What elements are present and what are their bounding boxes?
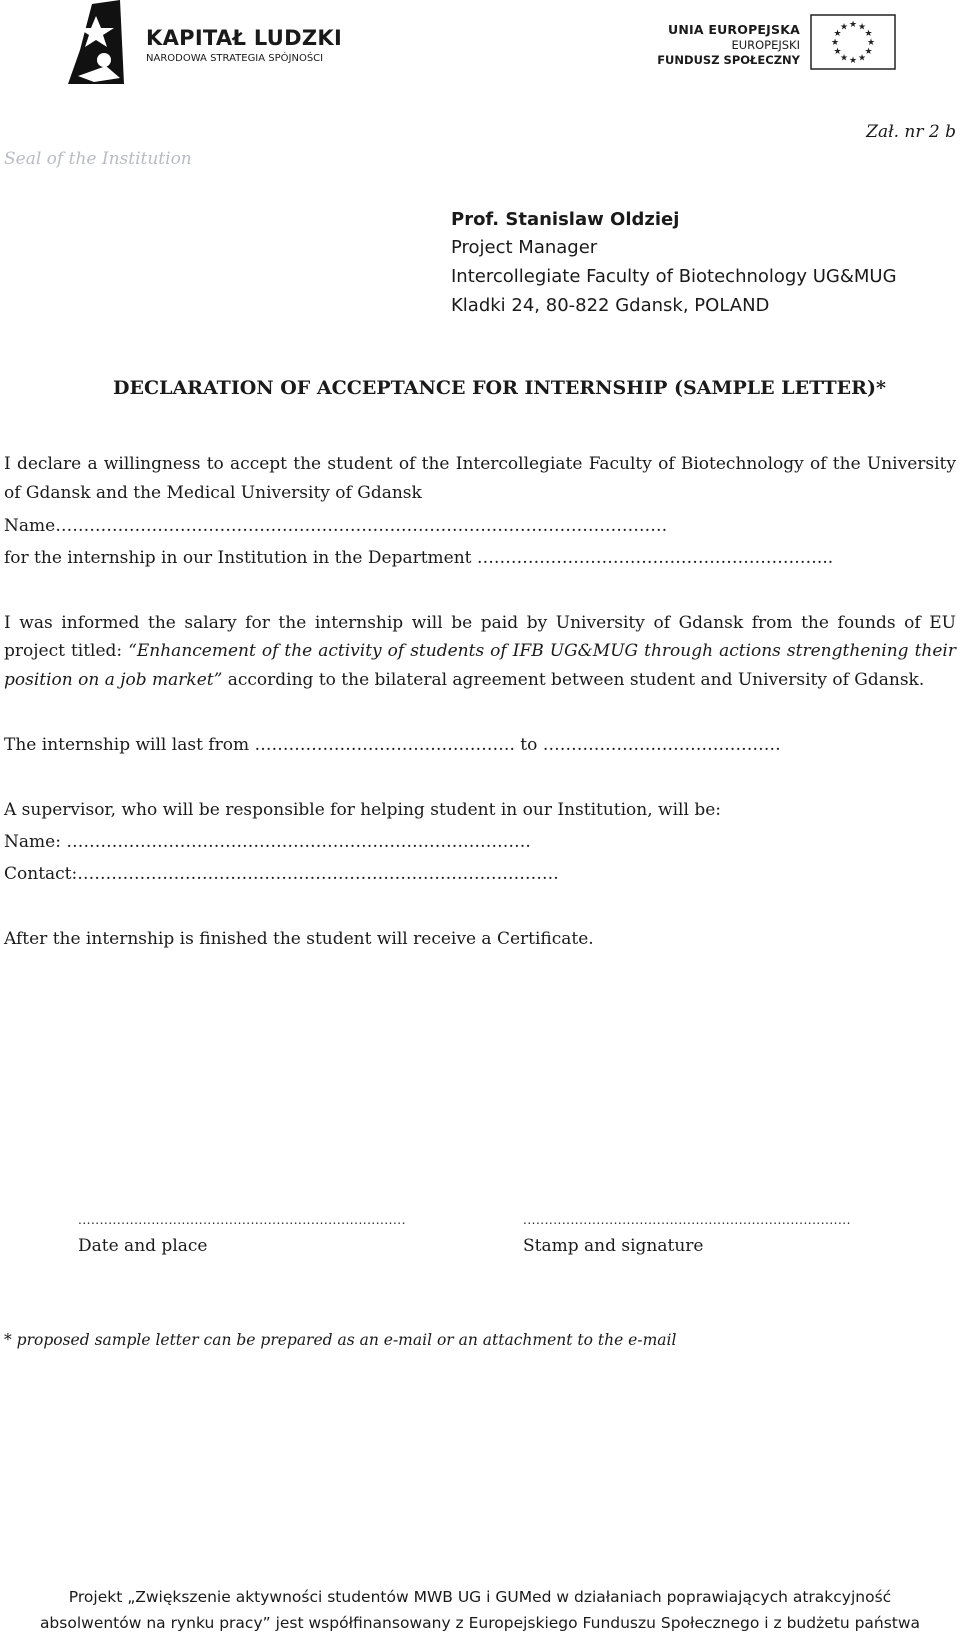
paragraph-1-line-1: I declare a willingness to accept the student of the Intercollegiate Faculty of Biotechnology of the University [4,454,956,474]
project-title-part-1: “Enhancement of the activity of students of IFB UG&MUG through actions strengthening their [128,641,956,661]
student-name-line: Name……………………………………………………………………………………………… [4,516,668,536]
svg-text:★: ★ [866,38,876,48]
declaration-title: DECLARATION OF ACCEPTANCE FOR INTERNSHIP (SAMPLE LETTER)* [113,377,886,399]
footer-line-2: absolwentów na rynku pracy” jest współfinansowany z Europejskiego Funduszu Społecznego i z budżetu państwa [39,1614,921,1632]
paragraph-2-line-3-plain: according to the bilateral agreement between student and University of Gdansk. [222,670,925,690]
supervisor-contact-line: Contact:…………………………………………………………………………. [4,864,559,884]
project-title-part-2: position on a job market” [4,670,223,690]
eu-logo-line3: FUNDUSZ SPOŁECZNY [657,53,800,67]
kapital-ludzki-emblem-icon [66,0,152,90]
kapital-ludzki-subtitle: NARODOWA STRATEGIA SPÓJNOŚCI [146,53,324,64]
footnote: * proposed sample letter can be prepared as an e-mail or an attachment to the e-mail [4,1331,677,1349]
svg-text:★: ★ [839,53,849,64]
supervisor-name-line: Name: ………………………………………………………………………. [4,832,531,852]
eu-logo-line2: EUROPEJSKI [731,38,800,52]
kapital-ludzki-logo [66,0,366,90]
stamp-signature-label: Stamp and signature [523,1236,704,1256]
addressee-faculty: Intercollegiate Faculty of Biotechnology UG&MUG [451,266,897,287]
svg-text:★: ★ [833,47,842,57]
svg-text:★: ★ [864,47,873,57]
paragraph-2-line-2 [4,641,956,661]
svg-text:★: ★ [839,22,849,33]
addressee-name: Prof. Stanislaw Oldziej [451,209,680,230]
addressee-role: Project Manager [451,237,598,258]
internship-duration-line: The internship will last from ………………………………………. to …………………………………… [4,735,781,755]
svg-text:★: ★ [848,56,858,66]
footer-line-1: Projekt „Zwiększenie aktywności studentów MWB UG i GUMed w działaniach poprawiających atrakcyjność [68,1588,892,1606]
svg-text:★: ★ [864,29,873,39]
paragraph-2-line-2-plain: project titled: [4,641,129,661]
paragraph-2-line-3 [4,670,924,690]
attachment-number: Zał. nr 2 b [866,122,956,142]
supervisor-intro: A supervisor, who will be responsible for helping student in our Institution, will be: [4,800,721,820]
svg-text:★: ★ [830,38,840,48]
eu-flag-icon [810,14,896,70]
paragraph-1-line-2: of Gdansk and the Medical University of Gdansk [4,483,422,503]
paragraph-2-line-1: I was informed the salary for the internship will be paid by University of Gdansk from the founds of EU [4,613,956,633]
svg-text:★: ★ [857,22,867,33]
institution-seal-placeholder: Seal of the Institution [4,149,192,169]
stamp-signature-dots: ............................................................................ [523,1213,851,1227]
svg-text:★: ★ [833,29,842,39]
certificate-note: After the internship is finished the student will receive a Certificate. [4,929,594,949]
addressee-address: Kladki 24, 80-822 Gdansk, POLAND [451,295,770,316]
svg-text:★: ★ [848,20,858,30]
eu-logo-line1: UNIA EUROPEJSKA [668,22,800,37]
svg-text:★: ★ [857,53,867,64]
date-place-label: Date and place [78,1236,208,1256]
eu-logo [657,14,896,74]
date-place-dots: ............................................................................ [78,1213,406,1227]
kapital-ludzki-title: KAPITAŁ LUDZKI [146,26,343,50]
department-line: for the internship in our Institution in the Department ……………………………………………………... [4,548,834,568]
